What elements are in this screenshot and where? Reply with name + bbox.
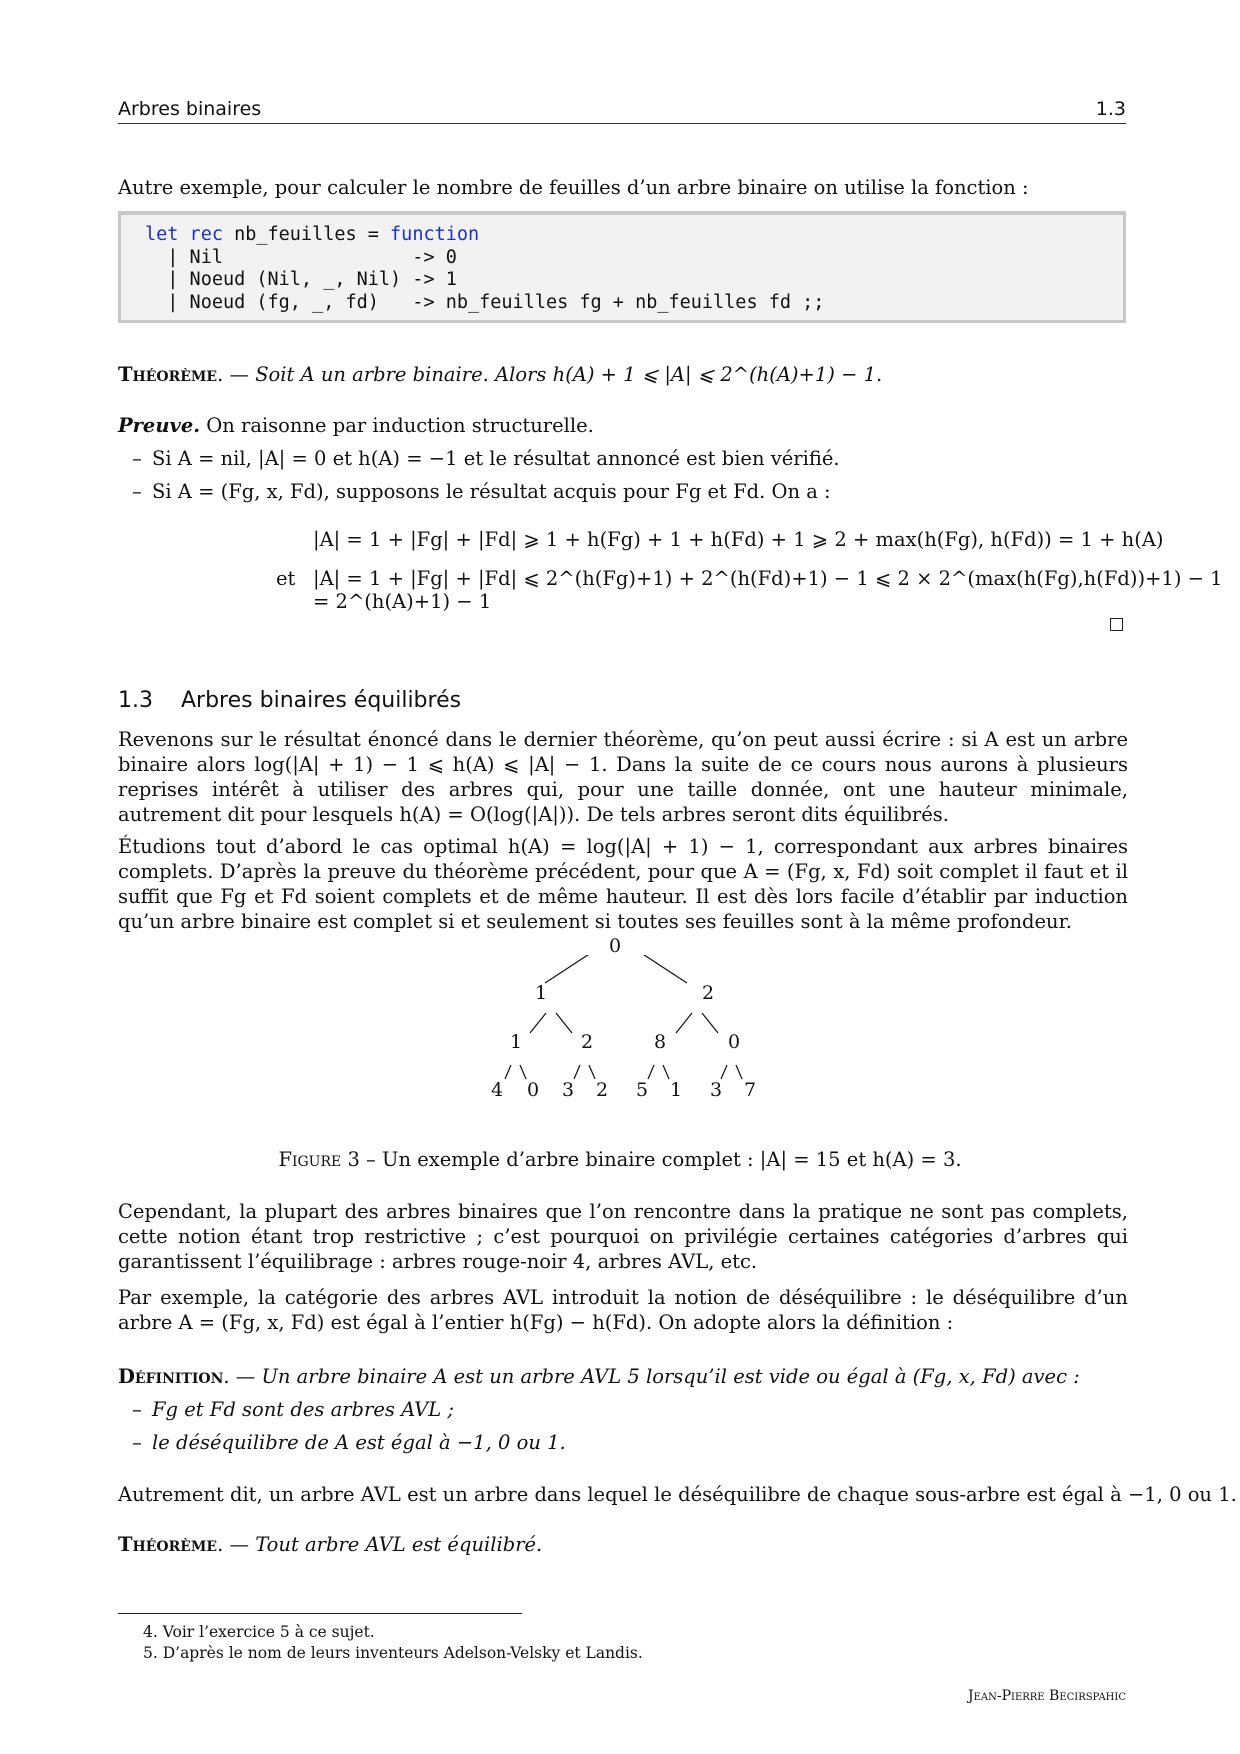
theorem-text: Tout arbre AVL est équilibré. (255, 1533, 543, 1556)
tree-leaf: 7 (743, 1079, 757, 1101)
page-footer-author: Jean-Pierre Becirspahic (967, 1688, 1126, 1704)
figure-caption (0, 1147, 1240, 1172)
theorem-separator: . — (217, 363, 256, 386)
tree-leaf: 3 (561, 1079, 575, 1101)
code-keyword: function (390, 224, 480, 245)
theorem-separator: . — (217, 1533, 256, 1556)
code-listing (121, 215, 1123, 314)
binary-tree-figure (470, 935, 770, 1125)
tree-node: 8 (653, 1031, 667, 1053)
theorem-1 (118, 362, 882, 387)
proof-item-text: Si A = nil, |A| = 0 et h(A) = −1 et le résultat annoncé est bien vérifié. (152, 447, 840, 470)
tree-edge (721, 1065, 727, 1079)
intro-paragraph: Autre exemple, pour calculer le nombre de feuilles d’un arbre binaire on utilise la fonction : (118, 176, 1029, 199)
header-section: 1.3 (1095, 98, 1126, 120)
code-line-2: | Nil -> 0 (145, 246, 457, 268)
code-identifier: nb_feuilles = (222, 224, 391, 245)
tree-edge (676, 1013, 692, 1033)
proof-intro: On raisonne par induction structurelle. (206, 414, 594, 437)
definition-item-1: – Fg et Fd sont des arbres AVL ; (132, 1398, 454, 1421)
tree-leaf: 0 (526, 1079, 540, 1101)
proof-item-1: – Si A = nil, |A| = 0 et h(A) = −1 et le résultat annoncé est bien vérifié. (132, 447, 840, 470)
theorem-2 (118, 1532, 542, 1557)
tree-edge (505, 1065, 511, 1079)
tree-edge (589, 1065, 595, 1079)
tree-edge (663, 1065, 669, 1079)
proof-equation-1: |A| = 1 + |Fg| + |Fd| ⩾ 1 + h(Fg) + 1 + h(Fd) + 1 ⩾ 2 + max(h(Fg), h(Fd)) = 1 + h(A) (313, 528, 1164, 551)
proof-item-text: Si A = (Fg, x, Fd), supposons le résultat acquis pour Fg et Fd. On a : (152, 480, 831, 503)
theorem-text: Soit A un arbre binaire. Alors h(A) + 1 ⩽ |A| ⩽ 2^(h(A)+1) − 1. (255, 363, 883, 386)
definition-item-text: le déséquilibre de A est égal à −1, 0 ou 1. (152, 1431, 566, 1454)
tree-edge (530, 1013, 546, 1033)
paragraph-5: Autrement dit, un arbre AVL est un arbre dans lequel le déséquilibre de chaque sous-arbre est égal à −1, 0 ou 1. (118, 1483, 1237, 1506)
proof-equation-2-prefix: et (276, 567, 296, 590)
tree-node: 2 (580, 1031, 594, 1053)
tree-edge (545, 955, 597, 983)
proof-equation-2: |A| = 1 + |Fg| + |Fd| ⩽ 2^(h(Fg)+1) + 2^(h(Fd)+1) − 1 ⩽ 2 × 2^(max(h(Fg),h(Fd))+1) − 1 = 2^(h(A)+1) − 1 (313, 567, 1223, 613)
tree-edge (702, 1013, 718, 1033)
paragraph-2: Étudions tout d’abord le cas optimal h(A) = log(|A| + 1) − 1, correspondant aux arbres binaires complets. D’après la preuve du théorème précédent, pour que A = (Fg, x, Fd) soit complet il faut et il suffit que Fg et Fd soient complets et de même hauteur. Il est dès lors facile d’établir par induction qu’un arbre binaire est complet si et seulement si toutes ses feuilles sont à la même profondeur. (118, 835, 1128, 933)
section-heading (118, 688, 461, 713)
definition-item-2: – le déséquilibre de A est égal à −1, 0 ou 1. (132, 1431, 566, 1454)
tree-leaf: 5 (635, 1079, 649, 1101)
tree-node: 1 (534, 982, 548, 1004)
footnote-4: 4. Voir l’exercice 5 à ce sujet. (143, 1623, 375, 1641)
tree-leaf: 2 (595, 1079, 609, 1101)
theorem-label: Théorème (118, 363, 218, 386)
tree-node-root: 0 (608, 935, 622, 957)
footnote-rule (118, 1613, 522, 1614)
tree-leaf: 4 (490, 1079, 504, 1101)
code-keyword: let rec (145, 224, 223, 245)
definition-text: Un arbre binaire A est un arbre AVL 5 lorsqu’il est vide ou égal à (Fg, x, Fd) avec : (261, 1365, 1080, 1388)
tree-edge (574, 1065, 580, 1079)
tree-edge (556, 1013, 572, 1033)
tree-node: 1 (509, 1031, 523, 1053)
tree-node: 0 (727, 1031, 741, 1053)
definition (118, 1364, 1080, 1389)
tree-edge (520, 1065, 526, 1079)
tree-edge (648, 1065, 654, 1079)
code-line-4: | Noeud (fg, _, fd) -> nb_feuilles fg + nb_feuilles fd ;; (145, 291, 825, 313)
tree-leaf: 3 (709, 1079, 723, 1101)
definition-separator: . — (223, 1365, 262, 1388)
header-chapter: Arbres binaires (118, 98, 262, 120)
paragraph-3: Cependant, la plupart des arbres binaires que l’on rencontre dans la pratique ne sont pas complets, cette notion étant trop restrictive ; c’est pourquoi on privilégie certaines catégories d’arbres qui garantissent l’équilibrage : arbres rouge-noir 4, arbres AVL, etc. (118, 1200, 1128, 1273)
tree-edge (635, 955, 687, 983)
section-number: 1.3 (118, 688, 153, 713)
definition-item-text: Fg et Fd sont des arbres AVL ; (152, 1398, 454, 1421)
paragraph-4: Par exemple, la catégorie des arbres AVL introduit la notion de déséquilibre : le déséquilibre d’un arbre A = (Fg, x, Fd) est égal à l’entier h(Fg) − h(Fd). On adopte alors la définition : (118, 1286, 1128, 1334)
proof-item-2: – Si A = (Fg, x, Fd), supposons le résultat acquis pour Fg et Fd. On a : (132, 480, 831, 503)
tree-node: 2 (701, 982, 715, 1004)
definition-label: Définition (118, 1365, 224, 1388)
code-line-3: | Noeud (Nil, _, Nil) -> 1 (145, 269, 457, 290)
footnote-5: 5. D’après le nom de leurs inventeurs Adelson-Velsky et Landis. (143, 1644, 643, 1662)
theorem-label: Théorème (118, 1533, 218, 1556)
proof (118, 413, 594, 438)
figure-caption-text: – Un exemple d’arbre binaire complet : |A| = 15 et h(A) = 3. (359, 1148, 962, 1171)
paragraph-1: Revenons sur le résultat énoncé dans le dernier théorème, qu’on peut aussi écrire : si A est un arbre binaire alors log(|A| + 1) − 1 ⩽ h(A) ⩽ |A| − 1. Dans la suite de ce cours nous aurons à plusieurs reprises intérêt à utiliser des arbres qui, pour une taille donnée, ont une hauteur minimale, autrement dit pour lesquels h(A) = O(log(|A|)). De tels arbres seront dits équilibrés. (118, 728, 1128, 826)
proof-label: Preuve. (118, 414, 201, 437)
figure-label: Figure 3 (278, 1148, 360, 1171)
qed-square (1110, 618, 1123, 631)
code-block (118, 211, 1126, 323)
running-header (118, 96, 1126, 124)
section-title: Arbres binaires équilibrés (181, 688, 462, 713)
tree-leaf: 1 (669, 1079, 683, 1101)
tree-edge (736, 1065, 742, 1079)
